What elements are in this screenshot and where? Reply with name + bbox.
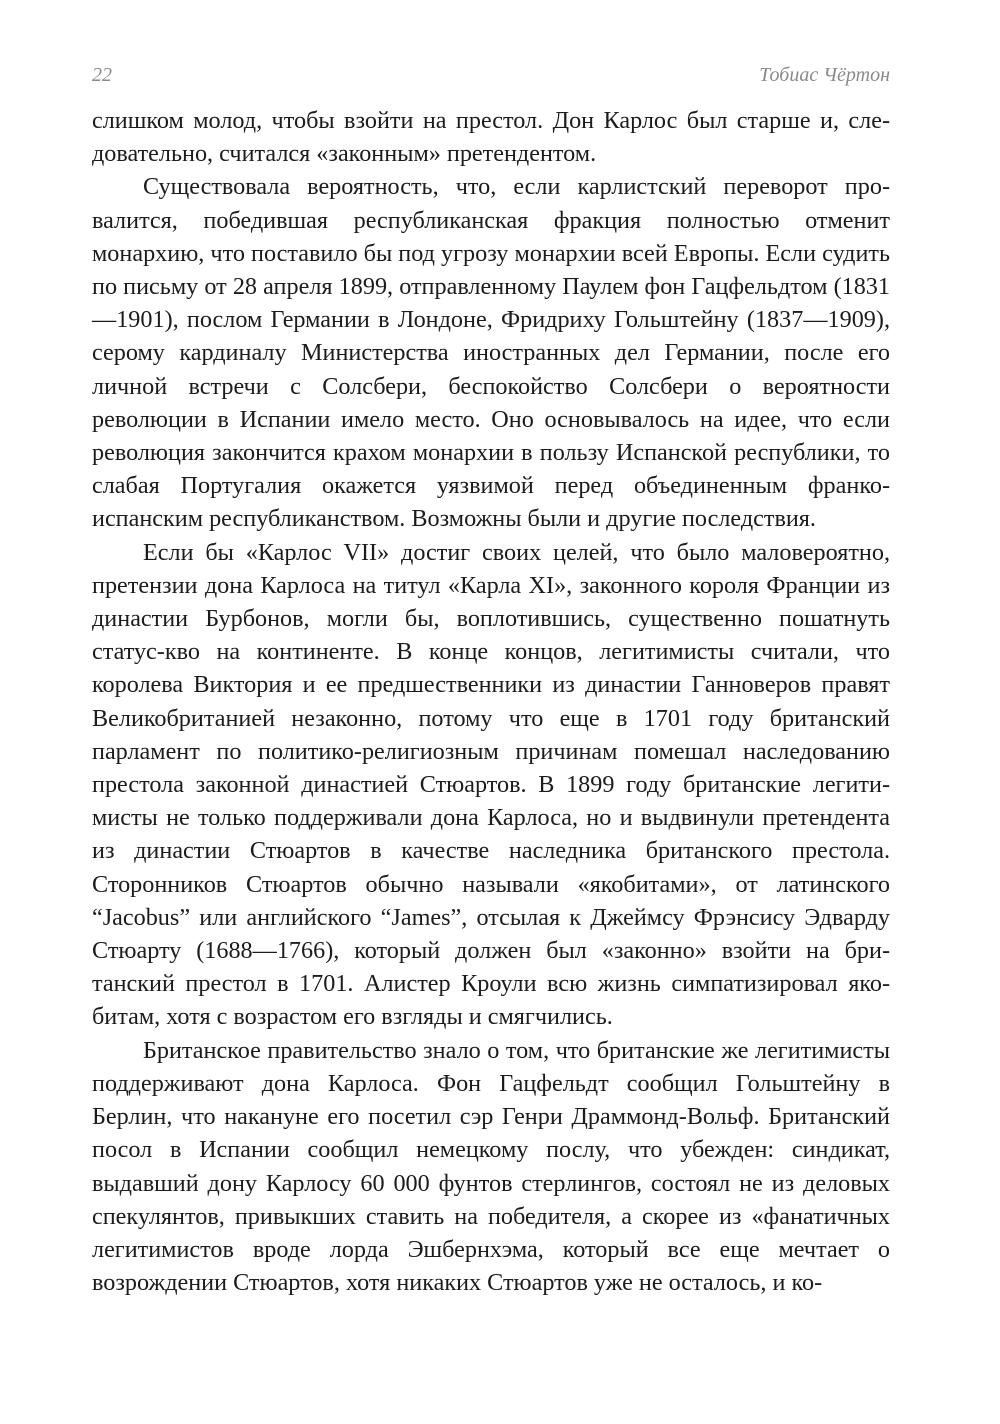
running-header <box>92 64 890 92</box>
paragraph: Существовала вероятность, что, если карлистский переворот провалится, победившая республиканская фракция полностью отменит монархию, что поставило бы под угрозу монархии всей Европы. Если судить по письму от 28 апреля 1899, отправленному Паулем фон Гацфельдтом (1831—1901), послом Германии в Лондоне, Фридриху Гольштейну (1837—1909), серому кардиналу Министерства иностранных дел Германии, после его личной встречи с Солсбери, беспокойство Солсбери о вероятности революции в Испании имело место. Оно основывалось на идее, что если революция закончится крахом монархии в пользу Испанской республики, то слабая Португалия окажется уязвимой перед объединенным франко-испанским республиканством. Возможны были и другие последствия. <box>92 173 890 533</box>
body-text <box>92 104 890 1299</box>
running-title: Тобиас Чёртон <box>759 64 890 86</box>
paragraph: Британское правительство знало о том, что британские же легитимисты поддерживают дона Карлоса. Фон Гацфельдт сообщил Гольштейну в Берлин, что накануне его посетил сэр Генри Драммонд-Вольф. Британский посол в Испании сообщил немецкому послу, что убежден: синдикат, выдавший дону Карлосу 60 000 фунтов стерлингов, состоял не из деловых спекулянтов, привыкших ставить на победителя, а скорее из «фанатичных легитимистов вроде лорда Эшбернхэма, который все еще мечтает о возрождении Стюартов, хотя никаких Стюартов уже не осталось, и ко- <box>92 1036 890 1297</box>
paragraph: Если бы «Карлос VII» достиг своих целей, что было маловероятно, претензии дона Карлоса на титул «Карла XI», законного короля Франции из династии Бурбонов, могли бы, воплотившись, существенно пошатнуть статус-кво на континенте. В конце концов, легитимисты считали, что королева Виктория и ее предшественники из династии Ганноверов правят Великобританией незаконно, потому что еще в 1701 году британский парламент по политико-религиозным причинам помешал наследованию престола законной династией Стюартов. В 1899 году британские легитимисты не только поддерживали дона Карлоса, но и выдвинули претендента из династии Стюартов в качестве наследника британского престола. Сторонников Стюартов обычно называли «якобитами», от латинского “Jacobus” или английского “James”, отсылая к Джеймсу Фрэнсису Эдварду Стюарту (1688—1766), который должен был «законно» взойти на британский престол в 1701. Алистер Кроули всю жизнь симпатизировал якобитам, хотя с возрастом его взгляды и смягчились. <box>92 538 890 1031</box>
paragraph-continuation: слишком молод, чтобы взойти на престол. Дон Карлос был старше и, следовательно, считался «законным» претендентом. <box>92 107 890 168</box>
page-number: 22 <box>92 64 112 86</box>
